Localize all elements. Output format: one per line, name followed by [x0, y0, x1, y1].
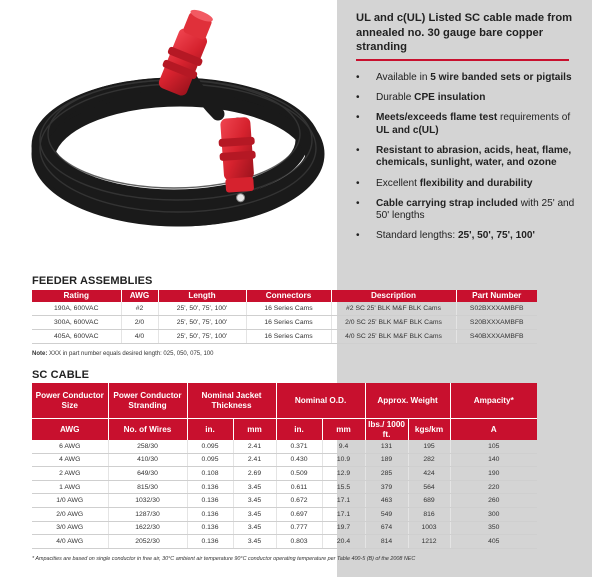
- table-cell: 25', 50', 75', 100': [158, 330, 246, 344]
- table-cell: 258/30: [108, 440, 187, 453]
- table-cell: 1/0 AWG: [32, 494, 108, 508]
- header-nominal-od: Nominal O.D.: [276, 383, 365, 419]
- table-cell: 3/0 AWG: [32, 521, 108, 535]
- sub-header: kgs/km: [408, 419, 450, 441]
- sub-header: in.: [276, 419, 322, 441]
- feature-item: [350, 198, 586, 223]
- feature-text: Available in: [376, 72, 431, 83]
- table-cell: 463: [365, 494, 408, 508]
- header-rating: Rating: [32, 290, 121, 302]
- table-row: [32, 302, 537, 316]
- table-cell: 0.136: [187, 480, 233, 494]
- table-cell: 15.5: [322, 480, 365, 494]
- header-description: Description: [331, 290, 456, 302]
- table-cell: 3.45: [233, 521, 276, 535]
- table-cell: 16 Series Cams: [246, 302, 331, 316]
- header-power-conductor-size: Power Conductor Size: [32, 383, 108, 419]
- table-cell: 0.095: [187, 453, 233, 467]
- table-cell: 4 AWG: [32, 453, 108, 467]
- feature-text: UL and c(UL): [376, 124, 439, 136]
- table-cell: 9.4: [322, 440, 365, 453]
- feature-list: [350, 72, 586, 251]
- header-nominal-jacket-thickness: Nominal Jacket Thickness: [187, 383, 276, 419]
- table-cell: 2/0 AWG: [32, 507, 108, 521]
- feature-text: with 25' and 50' lengths: [376, 197, 575, 222]
- feature-text: flexibility and durability: [419, 177, 533, 189]
- bullet-icon: •: [356, 112, 360, 124]
- table-cell: 379: [365, 480, 408, 494]
- feature-item: [350, 92, 586, 104]
- table-cell: 6 AWG: [32, 440, 108, 453]
- sub-header: mm: [322, 419, 365, 441]
- feature-text: Standard lengths:: [376, 230, 458, 242]
- bullet-icon: •: [356, 145, 360, 157]
- feature-text: 5 wire banded sets or pigtails: [430, 72, 572, 83]
- feature-text: Resistant to abrasion, acids, heat, flame, chemicals, sunlight, water, and ozone: [376, 145, 572, 169]
- bullet-icon: •: [356, 230, 360, 242]
- table-cell: 814: [365, 535, 408, 549]
- table-cell: S02BXXXAMBFB: [456, 302, 537, 316]
- header-approx-weight: Approx. Weight: [365, 383, 450, 419]
- feeder-assemblies-title: FEEDER ASSEMBLIES: [32, 275, 153, 287]
- table-cell: 190: [450, 467, 537, 481]
- headline-divider: [356, 59, 569, 61]
- bullet-icon: •: [356, 92, 360, 104]
- table-cell: 0.136: [187, 521, 233, 535]
- table-cell: 424: [408, 467, 450, 481]
- table-cell: 0.136: [187, 535, 233, 549]
- table-row: [32, 453, 537, 467]
- header-length: Length: [158, 290, 246, 302]
- table-cell: 2/0: [121, 316, 158, 330]
- feature-text: Excellent: [376, 177, 420, 189]
- table-cell: 260: [450, 494, 537, 508]
- table-cell: 1032/30: [108, 494, 187, 508]
- table-cell: 2.41: [233, 453, 276, 467]
- table-cell: 220: [450, 480, 537, 494]
- table-cell: 0.136: [187, 507, 233, 521]
- sc-cable-table: [32, 383, 537, 549]
- header-connectors: Connectors: [246, 290, 331, 302]
- feature-item: [350, 178, 586, 190]
- table-cell: 350: [450, 521, 537, 535]
- table-cell: 816: [408, 507, 450, 521]
- table-cell: 0.371: [276, 440, 322, 453]
- ampacity-footnote: * Ampacities are based on single conductor in free air, 30°C ambient air temperature 90°C conductor operating temperature per Table 400-5 (B) of the 2008 NEC: [32, 556, 416, 562]
- table-row: [32, 316, 537, 330]
- table-cell: 131: [365, 440, 408, 453]
- table-row: [32, 467, 537, 481]
- table-cell: 3.45: [233, 535, 276, 549]
- table-cell: S20BXXXAMBFB: [456, 316, 537, 330]
- table-cell: 285: [365, 467, 408, 481]
- table-row: [32, 330, 537, 344]
- table-cell: 0.509: [276, 467, 322, 481]
- table-cell: 549: [365, 507, 408, 521]
- table-cell: 20.4: [322, 535, 365, 549]
- table-cell: 282: [408, 453, 450, 467]
- table-cell: 2.41: [233, 440, 276, 453]
- table-row: [32, 521, 537, 535]
- table-cell: 0.136: [187, 494, 233, 508]
- table-cell: 0.803: [276, 535, 322, 549]
- table-cell: 189: [365, 453, 408, 467]
- feature-text: requirements of: [497, 112, 571, 124]
- header-power-conductor-stranding: Power Conductor Stranding: [108, 383, 187, 419]
- part-number-note: [32, 351, 213, 357]
- table-cell: S40BXXXAMBFB: [456, 330, 537, 344]
- table-row: [32, 480, 537, 494]
- table-cell: 300: [450, 507, 537, 521]
- table-cell: 405: [450, 535, 537, 549]
- table-cell: 2.69: [233, 467, 276, 481]
- table-cell: #2 SC 25' BLK M&F BLK Cams: [331, 302, 456, 316]
- feature-text: CPE insulation: [414, 92, 486, 104]
- feature-text: 25', 50', 75', 100': [457, 230, 535, 242]
- table-cell: 564: [408, 480, 450, 494]
- table-cell: 140: [450, 453, 537, 467]
- sub-header: No. of Wires: [108, 419, 187, 441]
- note-label: Note:: [32, 351, 48, 357]
- table-cell: 3.45: [233, 507, 276, 521]
- table-cell: 0.777: [276, 521, 322, 535]
- feeder-assemblies-table: [32, 290, 537, 344]
- note-text: XXX in part number equals desired length: 025, 050, 075, 100: [47, 351, 214, 357]
- table-cell: 17.1: [322, 494, 365, 508]
- sub-header: AWG: [32, 419, 108, 441]
- cable-photo: [8, 4, 338, 236]
- table-cell: 16 Series Cams: [246, 316, 331, 330]
- table-cell: 1003: [408, 521, 450, 535]
- feature-item: [350, 230, 586, 242]
- header-ampacity: Ampacity*: [450, 383, 537, 419]
- table-cell: 25', 50', 75', 100': [158, 302, 246, 316]
- table-cell: 17.1: [322, 507, 365, 521]
- table-cell: 2 AWG: [32, 467, 108, 481]
- sub-header: lbs./ 1000 ft.: [365, 419, 408, 441]
- table-cell: 0.672: [276, 494, 322, 508]
- table-cell: 25', 50', 75', 100': [158, 316, 246, 330]
- feature-text: Meets/exceeds flame test: [376, 112, 498, 124]
- table-cell: 815/30: [108, 480, 187, 494]
- table-cell: 4/0 AWG: [32, 535, 108, 549]
- table-cell: 0.611: [276, 480, 322, 494]
- table-row: [32, 440, 537, 453]
- table-cell: 0.095: [187, 440, 233, 453]
- feature-item: [350, 72, 586, 84]
- sub-header: A: [450, 419, 537, 441]
- table-cell: 1287/30: [108, 507, 187, 521]
- product-headline: UL and c(UL) Listed SC cable made from annealed no. 30 gauge bare copper stranding: [356, 12, 573, 53]
- bullet-icon: •: [356, 72, 360, 83]
- sub-header: in.: [187, 419, 233, 441]
- table-cell: 0.108: [187, 467, 233, 481]
- table-cell: 1622/30: [108, 521, 187, 535]
- table-cell: 689: [408, 494, 450, 508]
- bullet-icon: •: [356, 197, 360, 209]
- feature-text: Durable: [376, 92, 415, 104]
- table-cell: 3.45: [233, 480, 276, 494]
- table-cell: 649/30: [108, 467, 187, 481]
- table-cell: 16 Series Cams: [246, 330, 331, 344]
- table-cell: 0.430: [276, 453, 322, 467]
- table-cell: 12.9: [322, 467, 365, 481]
- table-cell: 2052/30: [108, 535, 187, 549]
- feature-text: Cable carrying strap included: [376, 197, 518, 209]
- table-row: [32, 507, 537, 521]
- table-cell: 3.45: [233, 494, 276, 508]
- feature-item: [350, 112, 586, 137]
- header-part-number: Part Number: [456, 290, 537, 302]
- table-cell: 4/0 SC 25' BLK M&F BLK Cams: [331, 330, 456, 344]
- table-cell: 0.697: [276, 507, 322, 521]
- sc-cable-title: SC CABLE: [32, 369, 90, 381]
- table-row: [32, 494, 537, 508]
- table-cell: 10.9: [322, 453, 365, 467]
- table-cell: #2: [121, 302, 158, 316]
- table-cell: 674: [365, 521, 408, 535]
- table-cell: 19.7: [322, 521, 365, 535]
- table-cell: 2/0 SC 25' BLK M&F BLK Cams: [331, 316, 456, 330]
- table-cell: 4/0: [121, 330, 158, 344]
- header-awg: AWG: [121, 290, 158, 302]
- table-cell: 195: [408, 440, 450, 453]
- table-row: [32, 535, 537, 549]
- bullet-icon: •: [356, 177, 360, 189]
- sub-header: mm: [233, 419, 276, 441]
- feature-item: [350, 145, 586, 170]
- table-cell: 1 AWG: [32, 480, 108, 494]
- table-cell: 105: [450, 440, 537, 453]
- table-cell: 410/30: [108, 453, 187, 467]
- table-cell: 190A, 600VAC: [32, 302, 121, 316]
- table-cell: 300A, 600VAC: [32, 316, 121, 330]
- table-cell: 405A, 600VAC: [32, 330, 121, 344]
- table-cell: 1212: [408, 535, 450, 549]
